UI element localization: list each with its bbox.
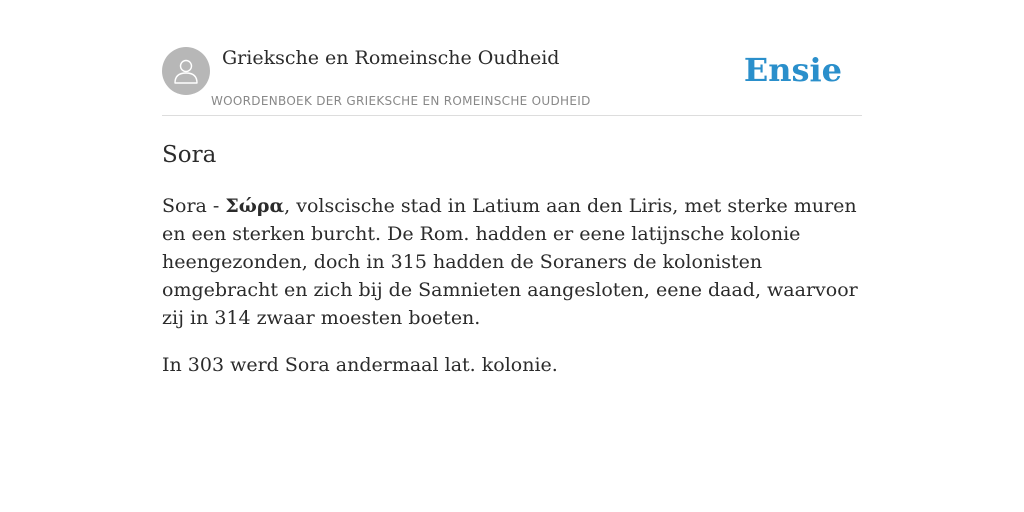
entry-paragraph-1 xyxy=(162,192,862,332)
entry-definition: , volscische stad in Latium aan den Liris, met sterke muren en een sterken burcht. De Rom. hadden er eene latijnsche kolonie heengezonden, doch in 315 hadden de Soraners de kolonisten omgebracht en zich bij de Samnieten aangesloten, eene daad, waarvoor zij in 314 zwaar moesten boeten. xyxy=(162,195,858,329)
source-title[interactable]: Grieksche en Romeinsche Oudheid xyxy=(222,47,560,69)
entry-paragraph-2: In 303 werd Sora andermaal lat. kolonie. xyxy=(162,354,558,376)
entry-body xyxy=(162,192,862,398)
term-separator: - xyxy=(206,195,226,217)
entry-term: Sora xyxy=(162,195,207,217)
source-subtitle: WOORDENBOEK DER GRIEKSCHE EN ROMEINSCHE OUDHEID xyxy=(211,94,591,108)
user-icon xyxy=(171,56,201,86)
greek-term: Σώρα xyxy=(225,195,285,217)
entry-title: Sora xyxy=(162,142,217,168)
ensie-logo-link[interactable]: Ensie xyxy=(743,51,842,89)
source-avatar[interactable] xyxy=(162,47,210,95)
source-header xyxy=(162,44,862,116)
